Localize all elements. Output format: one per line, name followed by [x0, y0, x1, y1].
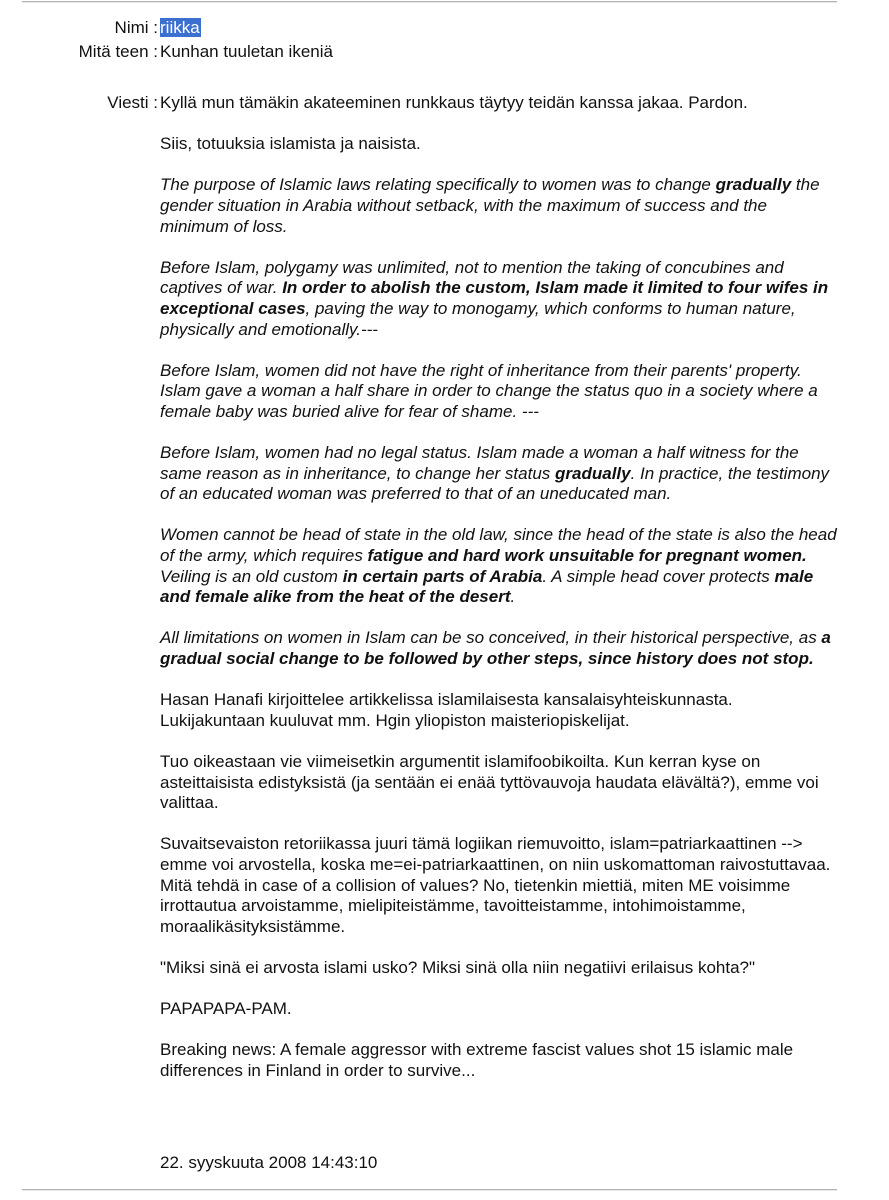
quote-paragraph: Before Islam, women did not have the right of inheritance from their parents' property. Islam gave a woman a half share in order to change the status quo in a society where a female baby was buried alive for fear of shame. --- — [160, 360, 818, 421]
message-label: Viesti : — [107, 93, 158, 112]
emphasis-text: male and female alike from the heat of the desert — [160, 566, 814, 607]
quote-paragraph: All limitations on women in Islam can be so conceived, in their historical perspective, as a gradual social change to be followed by other steps, since history does not stop. — [160, 628, 831, 669]
emphasis-text: in certain parts of Arabia — [342, 566, 543, 586]
message-paragraph: Hasan Hanafi kirjoittelee artikkelissa islamilaisesta kansalaisyhteiskunnasta. Lukijakuntaan kuuluvat mm. Hgin yliopiston maisteriopiskelijat. — [160, 690, 733, 730]
emphasis-text: a gradual social change to be followed by other steps, since history does not stop. — [160, 628, 831, 669]
doing-label: Mitä teen : — [78, 42, 158, 61]
quote-paragraph: Women cannot be head of state in the old law, since the head of the state is also the head of the army, which requires fatigue and hard work unsuitable for pregnant women. Veiling is an old custom in certain parts of Arabia. A simple head cover protects male and female alike from the heat of the desert. — [160, 525, 837, 607]
emphasis-text: In order to abolish the custom, Islam made it limited to four wifes in exceptional cases — [160, 278, 829, 318]
quote-paragraph: Before Islam, polygamy was unlimited, not to mention the taking of concubines and captives of war. In order to abolish the custom, Islam made it limited to four wifes in exceptional cases, paving the way to monogamy, which conforms to human nature, physically and emotionally.--- — [160, 257, 829, 339]
name-value-selected-text[interactable]: riikka — [160, 18, 200, 37]
message-body — [160, 93, 840, 1102]
emphasis-text: gradually — [555, 463, 631, 483]
message-paragraph: Suvaitsevaiston retoriikassa juuri tämä logiikan riemuvoitto, islam=patriarkaattinen --> emme voi arvostella, koska me=ei-patriarkaattinen, on niin uskomattoman raivostuttavaa. Mitä tehdä in case of a collision of values? No, tietenkin miettiä, miten ME voisimme irrottautua arvoistamme, mielipiteistämme, tavoitteistamme, intohimoistamme, moraalikäsityksistämme. — [160, 834, 831, 936]
doing-value: Kunhan tuuletan ikeniä — [160, 42, 333, 61]
message-paragraph: Breaking news: A female aggressor with extreme fascist values shot 15 islamic male differences in Finland in order to survive... — [160, 1040, 794, 1080]
name-label: Nimi : — [114, 18, 158, 37]
bottom-divider — [22, 1189, 837, 1191]
name-value[interactable] — [160, 18, 201, 39]
quote-paragraph: The purpose of Islamic laws relating specifically to women was to change gradually the gender situation in Arabia without setback, with the maximum of success and the minimum of loss. — [160, 175, 820, 236]
message-paragraph: Tuo oikeastaan vie viimeisetkin argumentit islamifoobikoilta. Kun kerran kyse on asteittaisista edistyksistä (ja sentään ei enää tyttövauvoja haudata elävältä?), emme voi valittaa. — [160, 752, 819, 813]
message-paragraph: "Miksi sinä ei arvosta islami usko? Miksi sinä olla niin negatiivi erilaisus kohta?" — [160, 957, 756, 977]
emphasis-text: fatigue and hard work unsuitable for pregnant women. — [367, 546, 807, 566]
post-timestamp: 22. syyskuuta 2008 14:43:10 — [160, 1153, 378, 1172]
message-paragraph: Kyllä mun tämäkin akateeminen runkkaus täytyy teidän kanssa jakaa. Pardon. — [160, 93, 748, 112]
top-divider — [22, 1, 837, 3]
message-paragraph: PAPAPAPA-PAM. — [160, 999, 292, 1019]
message-paragraph: Siis, totuuksia islamista ja naisista. — [160, 134, 421, 154]
quote-paragraph: Before Islam, women had no legal status. Islam made a woman a half witness for the same reason as in inheritance, to change her status gradually. In practice, the testimony of an educated woman was preferred to that of an uneducated man. — [160, 443, 830, 504]
emphasis-text: gradually — [715, 175, 792, 195]
